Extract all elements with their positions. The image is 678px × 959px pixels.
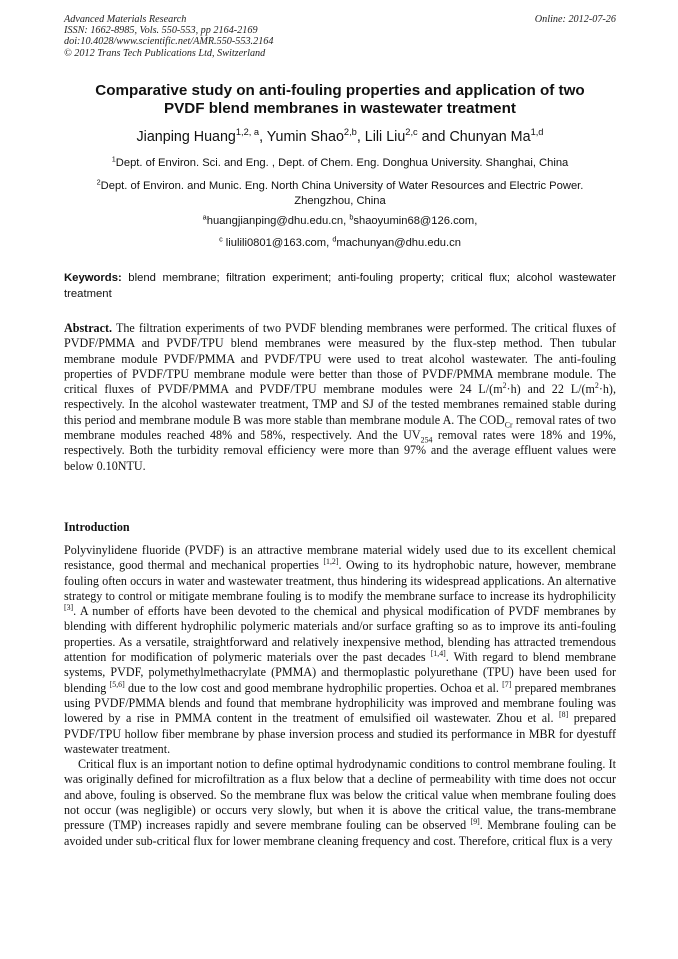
affil-text-line-2: Zhengzhou, China (294, 195, 386, 207)
affiliation-1 (60, 156, 620, 171)
abstract-subscript: 254 (420, 435, 433, 445)
copyright-line: © 2012 Trans Tech Publications Ltd, Switzerland (64, 47, 266, 59)
affiliation-2 (60, 179, 620, 209)
author-list (64, 128, 616, 146)
email-address[interactable]: machunyan@dhu.edu.cn (336, 237, 461, 249)
author-name: and Chunyan Ma (417, 129, 531, 145)
citation-ref: [9] (470, 817, 480, 827)
email-address[interactable]: shaoyumin68@126.com, (353, 215, 478, 227)
intro-paragraph-1 (64, 543, 616, 757)
paragraph-text: . With regard to blend membrane systems, PVDF, polymethylmethacrylate (PMMA) and thermoplastic polyurethane (TPU) have been used for blending (64, 650, 616, 695)
email-mark: c (219, 234, 223, 244)
author-name: , Lili Liu (356, 129, 406, 145)
abstract-text: The filtration experiments of two PVDF blending membranes were performed. The critical fluxes of PVDF/PMMA and PVDF/TPU blend membranes were measured by the flux-step method. Then tubular membrane module PVDF/PMMA and PVDF/TPU were used to treat alcohol wastewater. The anti-fouling properties of PVDF/TPU membrane module were better than those of PVDF/PMMA membrane module. The critical fluxes of PVDF/PMMA and PVDF/TPU membrane modules were 24 L/(m (64, 321, 616, 397)
keywords-label: Keywords: (64, 272, 122, 284)
affil-mark: 1 (111, 154, 116, 164)
author-affil-mark: 1,2, a (235, 127, 260, 138)
journal-header (64, 14, 616, 59)
paper-title (64, 82, 616, 118)
paragraph-text: . A number of efforts have been devoted to the chemical and physical modification of PVDF membranes by blending with different hydrophilic polymeric materials and/or surface grafting so as to improve its anti-fouling properties. As a versatile, straightforward and relatively inexpensive method, blending has attracted tremendous attention for modification of polymeric materials over the past decades (64, 604, 616, 665)
citation-ref: [5,6] (109, 679, 125, 689)
abstract-label: Abstract. (64, 321, 113, 335)
abstract-text: removal rates were 18% and 19%, respectively. Both the turbidity removal efficiency were more than 97% and the average effluent values were below 0.10NTU. (64, 428, 616, 473)
author-affil-mark: 2,b (343, 127, 357, 138)
citation-ref: [3] (64, 603, 74, 613)
paragraph-text: due to the low cost and good membrane hydrophilic properties. Ochoa et al. (124, 680, 503, 695)
paragraph-text: Polyvinylidene fluoride (PVDF) is an attractive membrane material widely used due to its excellent chemical resistance, good thermal and mechanical properties (64, 543, 616, 573)
section-heading-introduction: Introduction (64, 520, 130, 534)
abstract-block (64, 321, 616, 474)
citation-ref: [8] (559, 710, 569, 720)
email-mark: d (332, 234, 337, 244)
author-affil-mark: 1,d (530, 127, 544, 138)
author-name: , Yumin Shao (259, 129, 344, 145)
email-line-1 (64, 214, 616, 229)
issn-line: ISSN: 1662-8985, Vols. 550-553, pp 2164-2169 (64, 25, 258, 37)
title-line-2: PVDF blend membranes in wastewater treatment (164, 100, 516, 117)
abstract-text: ·h), respectively. In the alcohol wastewater treatment, TMP and SJ of the tested membranes remained stable during this period and membrane module B was more stable than membrane module A. The COD (64, 382, 616, 427)
email-mark: a (202, 212, 207, 222)
abstract-superscript: 2 (502, 381, 507, 391)
author-name: Jianping Huang (136, 129, 236, 145)
paragraph-text: prepared PVDF/TPU hollow fiber membrane by phase inversion process and studied its performance in MBR for dyestuff wastewater treatment. (64, 711, 616, 756)
paragraph-text: . Membrane fouling can be avoided under sub-critical flux for lower membrane cleaning frequency and cost. Therefore, critical flux is a very (64, 818, 616, 848)
paragraph-text: Critical flux is an important notion to define optimal hydrodynamic conditions to control membrane fouling. It was originally defined for microfiltration as a flux below that a decline of permeability with time does not occur and above, fouling is observed. So the membrane flux was below the critical value when membrane fouling does not occur (was negligible) or occurs very slowly, but when it is above the critical value, the trans-membrane pressure (TMP) increases rapidly and severe membrane fouling can be observed (64, 757, 616, 833)
keywords-text: blend membrane; filtration experiment; anti-fouling property; critical flux; alcohol wastewater treatment (64, 272, 616, 300)
introduction-body (64, 543, 616, 849)
keywords-block (64, 271, 616, 302)
abstract-text: ·h) and 22 L/(m (506, 382, 595, 397)
citation-ref: [1,4] (430, 649, 446, 659)
author-affil-mark: 2,c (405, 127, 418, 138)
intro-paragraph-2 (64, 757, 616, 849)
email-address[interactable]: huangjianping@dhu.edu.cn, (206, 215, 350, 227)
citation-ref: [7] (502, 679, 512, 689)
online-date: Online: 2012-07-26 (534, 14, 616, 25)
affil-text: Dept. of Environ. and Munic. Eng. North China University of Water Resources and Electric Power. (100, 180, 584, 192)
email-line-2 (64, 236, 616, 251)
abstract-text: removal rates of two membrane modules reached 48% and 58%, respectively. And the UV (64, 412, 617, 443)
journal-name: Advanced Materials Research (64, 14, 187, 25)
abstract-superscript: 2 (594, 381, 599, 391)
email-mark: b (349, 212, 354, 222)
email-address[interactable]: liulili0801@163.com, (222, 237, 333, 249)
abstract-subscript: Cr (504, 420, 513, 430)
affil-mark: 2 (96, 177, 101, 187)
citation-ref: [1,2] (323, 557, 339, 567)
doi-line[interactable]: doi:10.4028/www.scientific.net/AMR.550-553.2164 (64, 36, 274, 48)
paragraph-text: prepared membranes using PVDF/PMMA blends and found that membrane hydrophilicity was improved and membrane fouling was lowered by a rise in PMMA content in the treatment of emulsified oil wastewater. Zhou et al. (64, 680, 616, 726)
affil-text: Dept. of Environ. Sci. and Eng. , Dept. of Chem. Eng. Donghua University. Shanghai, China (115, 157, 569, 169)
title-line-1: Comparative study on anti-fouling properties and application of two (95, 82, 585, 99)
paragraph-text: . Owing to its hydrophobic nature, however, membrane fouling often occurs in water and wastewater treatment, thus hindering its widespread applications. An alternative strategy to control or mitigate membrane fouling is to modify the membrane surface to increase its hydrophilicity (64, 558, 616, 603)
